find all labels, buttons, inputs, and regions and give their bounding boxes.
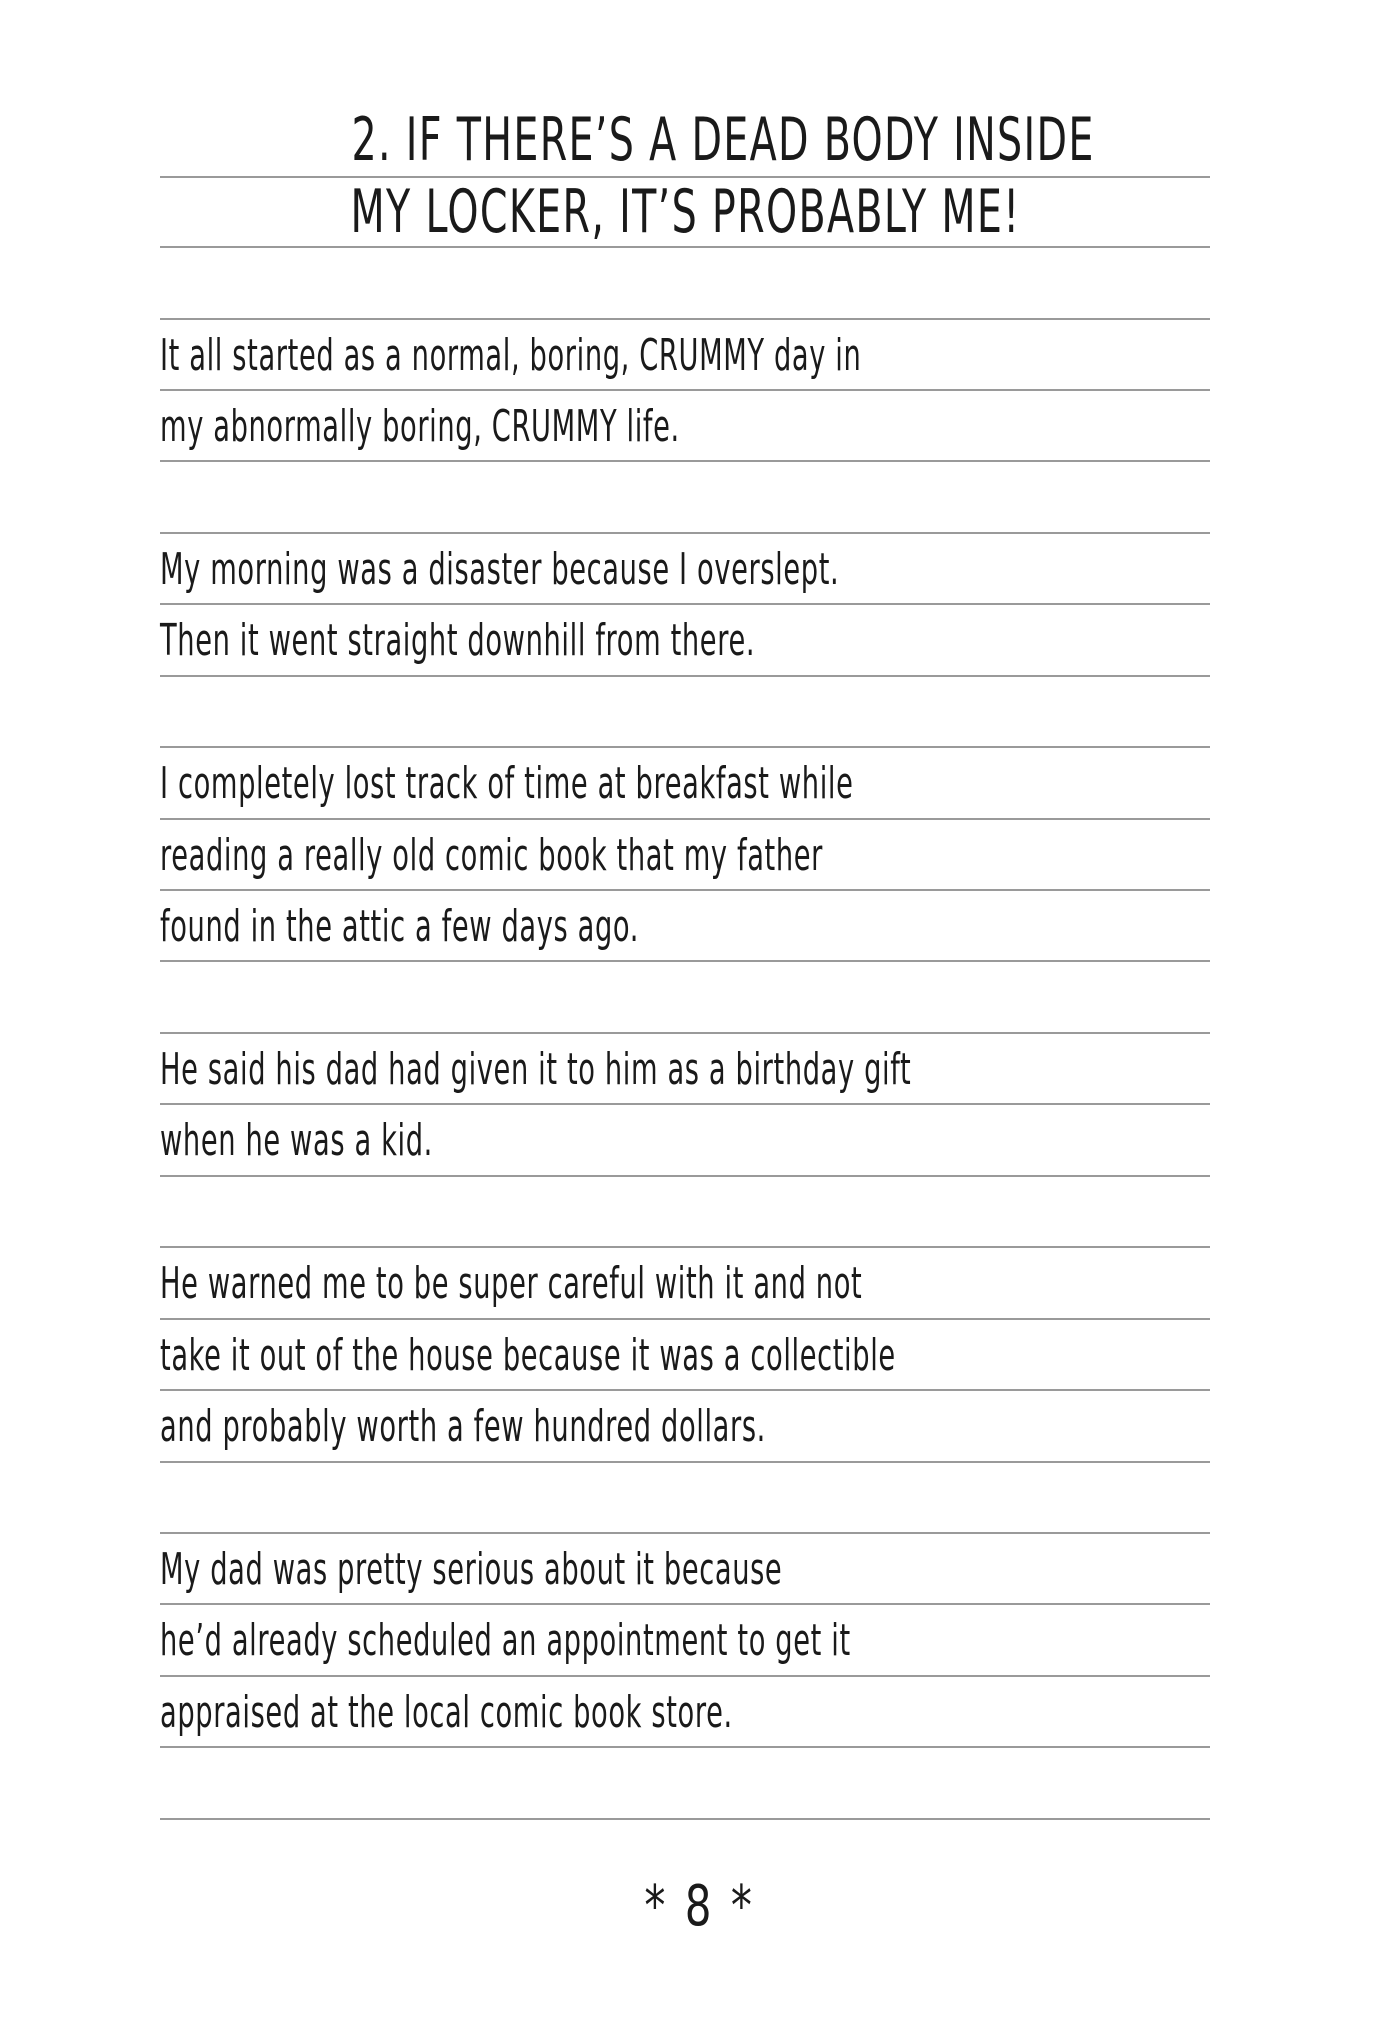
ruled-line xyxy=(160,1818,1210,1820)
chapter-title-line-1: 2. IF THERE’S A DEAD BODY INSIDE xyxy=(351,105,1095,175)
paragraph-5-line-2: take it out of the house because it was a collectible xyxy=(160,1330,896,1381)
paragraph-2-line-2: Then it went straight downhill from there. xyxy=(160,615,756,666)
paragraph-6-line-2: he’d already scheduled an appointment to get it xyxy=(160,1615,851,1666)
paragraph-6-line-1: My dad was pretty serious about it because xyxy=(160,1544,783,1595)
paragraph-1-line-1: It all started as a normal, boring, CRUMMY day in xyxy=(160,330,862,381)
paragraph-2-line-1: My morning was a disaster because I overslept. xyxy=(160,544,840,595)
paragraph-1-line-2: my abnormally boring, CRUMMY life. xyxy=(160,401,680,452)
paragraph-6-line-3: appraised at the local comic book store. xyxy=(160,1687,733,1738)
paragraph-4-line-1: He said his dad had given it to him as a birthday gift xyxy=(160,1044,912,1095)
chapter-title-line-2: MY LOCKER, IT’S PROBABLY ME! xyxy=(350,177,1020,247)
paragraph-4-line-2: when he was a kid. xyxy=(160,1115,433,1166)
paragraph-3-line-2: reading a really old comic book that my father xyxy=(160,830,823,881)
page-number: * 8 * xyxy=(644,1874,756,1939)
paragraph-5-line-3: and probably worth a few hundred dollars. xyxy=(160,1401,766,1452)
paragraph-3-line-3: found in the attic a few days ago. xyxy=(160,901,640,952)
paragraph-3-line-1: I completely lost track of time at breakfast while xyxy=(160,758,854,809)
paragraph-5-line-1: He warned me to be super careful with it and not xyxy=(160,1258,863,1309)
